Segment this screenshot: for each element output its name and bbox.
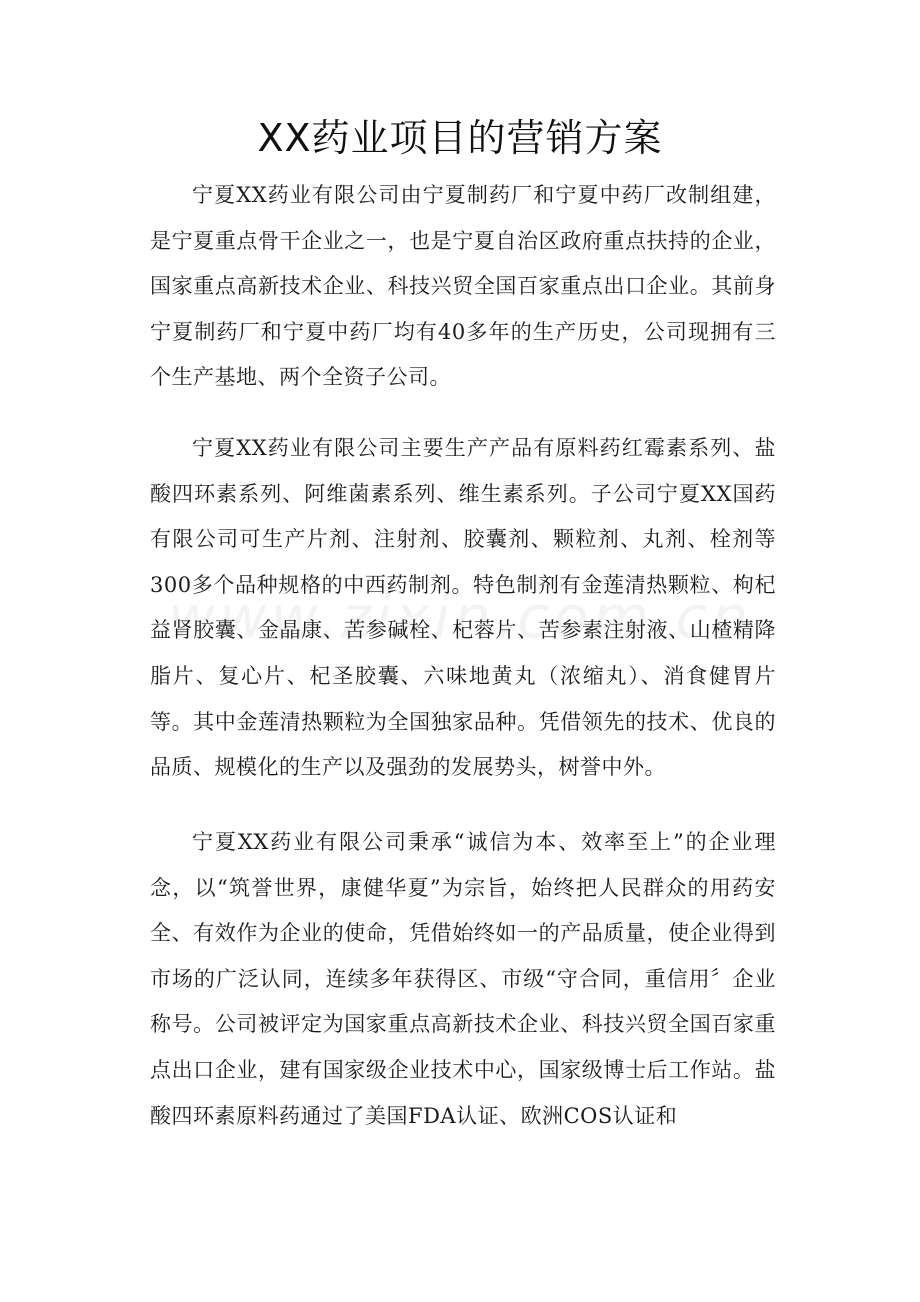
document-title: XX药业项目的营销方案 (257, 116, 663, 160)
paragraph-company-intro: 宁夏XX药业有限公司由宁夏制药厂和宁夏中药厂改制组建，是宁夏重点骨干企业之一，也是宁夏自治区政府重点扶持的企业，国家重点高新技术企业、科技兴贸全国百家重点出口企业。其前身宁夏制药厂和宁夏中药厂均有40多年的生产历史，公司现拥有三个生产基地、两个全资子公司。 (150, 183, 776, 390)
paragraph-products: 宁夏XX药业有限公司主要生产产品有原料药红霉素系列、盐酸四环素系列、阿维菌素系列、维生素系列。子公司宁夏XX国药有限公司可生产片剂、注射剂、胶囊剂、颗粒剂、丸剂、栓剂等300多个品种规格的中西药制剂。特色制剂有金莲清热颗粒、枸杞益肾胶囊、金晶康、苦参碱栓、杞蓉片、苦参素注射液、山楂精降脂片、复心片、杞圣胶囊、六味地黄丸（浓缩丸）、消食健胃片等。其中金莲清热颗粒为全国独家品种。凭借领先的技术、优良的品质、规模化的生产以及强劲的发展势头，树誉中外。 (150, 436, 776, 780)
paragraph-philosophy: 宁夏XX药业有限公司秉承“诚信为本、效率至上”的企业理念，以“筑誉世界，康健华夏”为宗旨，始终把人民群众的用药安全、有效作为企业的使命，凭借始终如一的产品质量，使企业得到市场的广泛认同，连续多年获得区、市级“守合同，重信用〞企业称号。公司被评定为国家重点高新技术企业、科技兴贸全国百家重点出口企业，建有国家级企业技术中心，国家级博士后工作站。盐酸四环素原料药通过了美国FDA认证、欧洲COS认证和 (150, 830, 776, 1128)
